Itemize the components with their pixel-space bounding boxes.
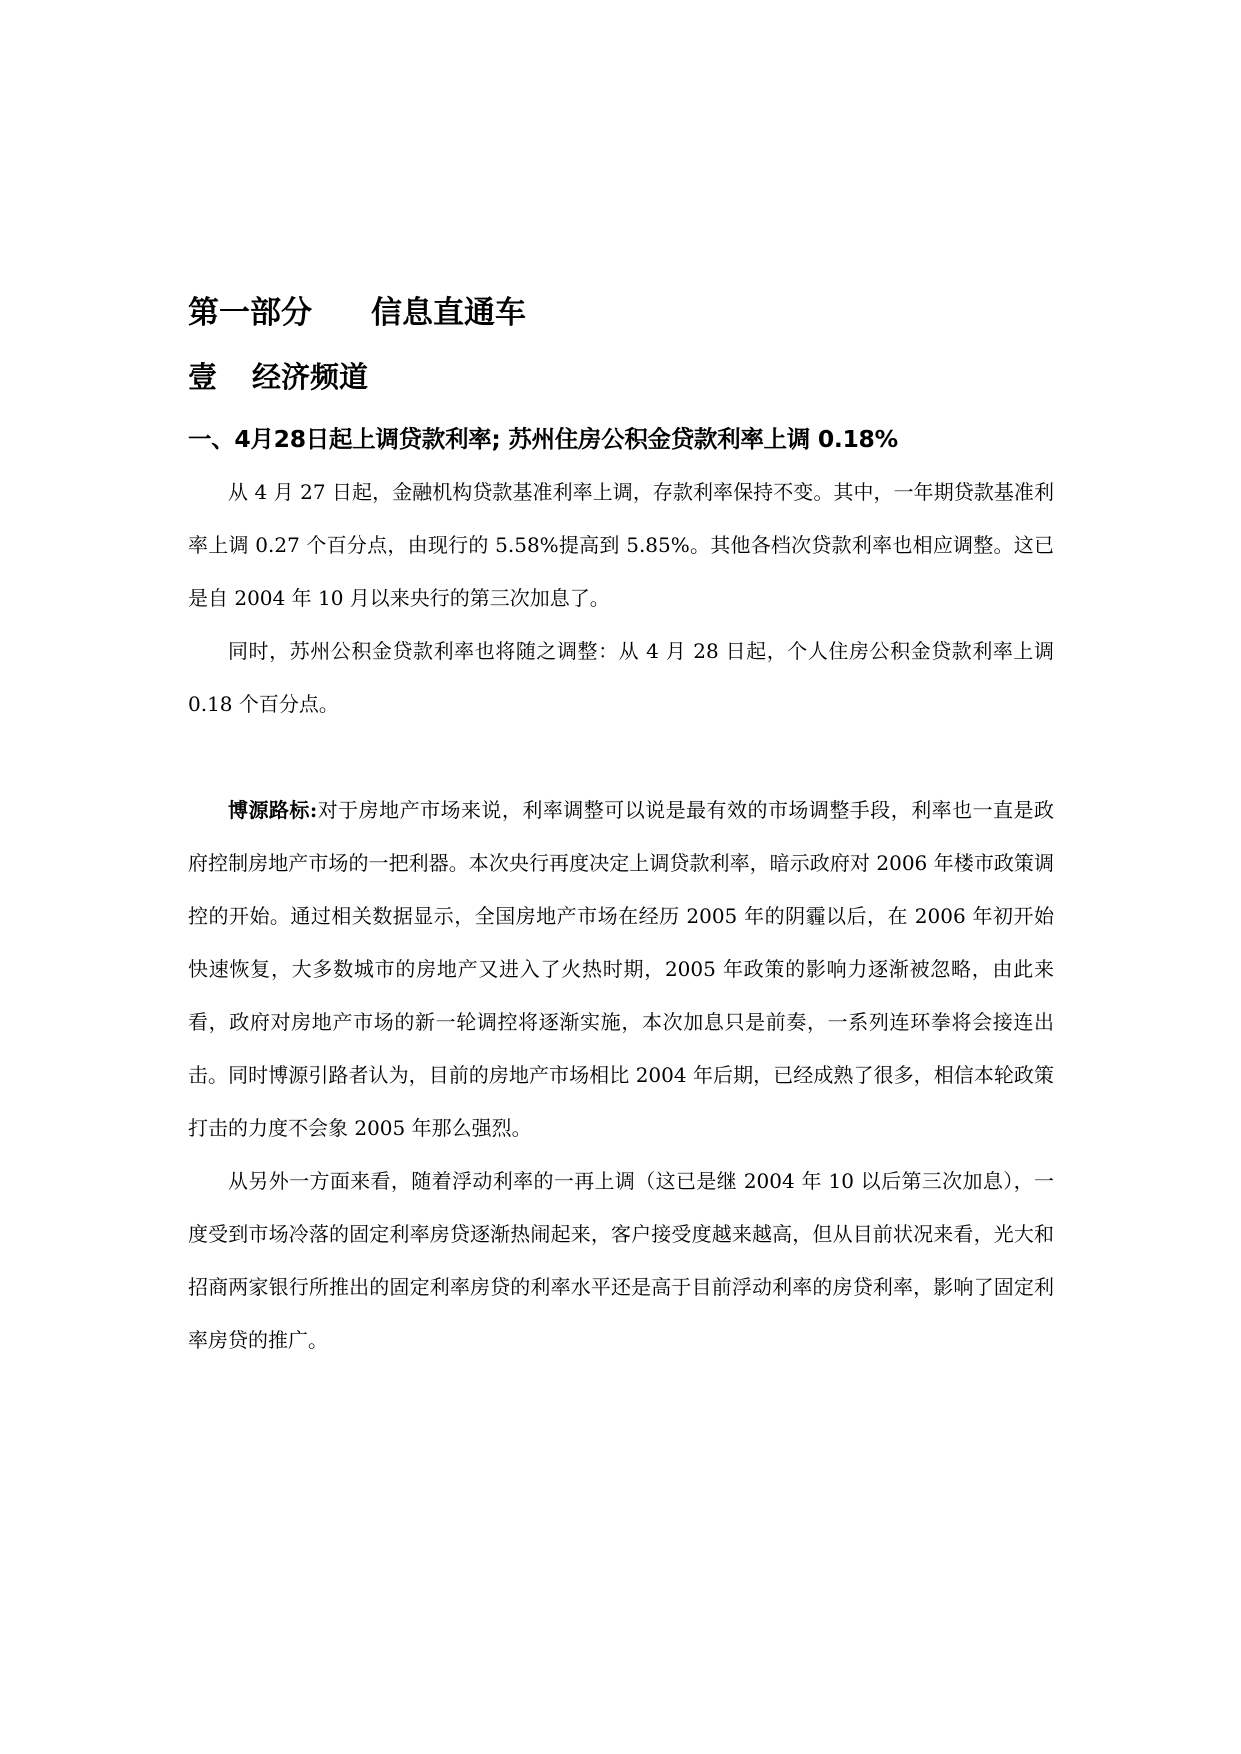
part-number: 第一部分 (188, 295, 312, 331)
chapter-number: 壹 (188, 360, 218, 394)
chapter-heading (188, 358, 1054, 396)
commentary-text: 对于房地产市场来说，利率调整可以说是最有效的市场调整手段，利率也一直是政府控制房地产市场的一把利器。本次央行再度决定上调贷款利率，暗示政府对 2006 年楼市政策调控的开始。通过相关数据显示，全国房地产市场在经历 2005 年的阴霾以后，在 2006 年初开始快速恢复，大多数城市的房地产又进入了火热时期，2005 年政策的影响力逐渐被忽略，由此来看，政府对房地产市场的新一轮调控将逐渐实施，本次加息只是前奏，一系列连环拳将会接连出击。同时博源引路者认为，目前的房地产市场相比 2004 年后期，已经成熟了很多，相信本轮政策打击的力度不会象 2005 年那么强烈。 (188, 798, 1054, 1140)
paragraph-spacer (188, 731, 1054, 784)
paragraph-commentary (188, 784, 1054, 1155)
chapter-title: 经济频道 (252, 360, 369, 394)
paragraph-provident-fund: 同时，苏州公积金贷款利率也将随之调整：从 4 月 28 日起，个人住房公积金贷款利率上调 0.18 个百分点。 (188, 639, 1054, 716)
paragraph-fixed-rate: 从另外一方面来看，随着浮动利率的一再上调（这已是继 2004 年 10 以后第三次加息），一度受到市场冷落的固定利率房贷逐渐热闹起来，客户接受度越来越高，但从目前状况来看，光大和招商两家银行所推出的固定利率房贷的利率水平还是高于目前浮动利率的房贷利率，影响了固定利率房贷的推广。 (188, 1169, 1054, 1352)
part-heading (188, 294, 1054, 332)
part-title: 信息直通车 (371, 295, 526, 331)
section-title: 一、4月28日起上调贷款利率; 苏州住房公积金贷款利率上调 0.18% (188, 425, 898, 453)
paragraph-rate-adjustment: 从 4 月 27 日起，金融机构贷款基准利率上调，存款利率保持不变。其中，一年期贷款基准利率上调 0.27 个百分点，由现行的 5.58%提高到 5.85%。其他各档次贷款利率也相应调整。这已是自 2004 年 10 月以来央行的第三次加息了。 (188, 480, 1054, 610)
document-page (188, 294, 1054, 1367)
commentary-label: 博源路标: (228, 798, 318, 822)
